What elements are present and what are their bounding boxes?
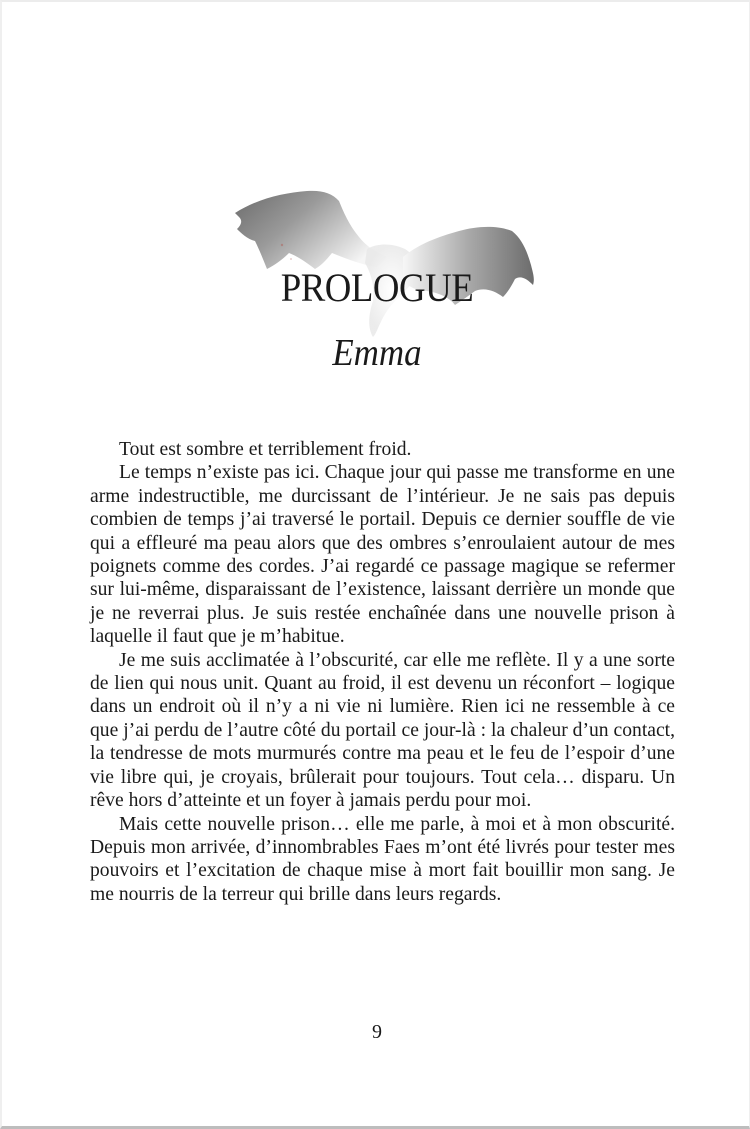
dragon-silhouette-icon bbox=[227, 187, 537, 337]
chapter-title: PROLOGUE bbox=[280, 265, 474, 310]
chapter-subtitle: Emma bbox=[332, 332, 422, 374]
paragraph: Je me suis acclimatée à l’obscurité, car elle me reflète. Il y a une sorte de lien qui nous unit. Quant au froid, il est devenu un réconfort – logique dans un endroit où il n’y a ni vie ni lumière. Rien ici ne ressemble à ce que j’ai perdu de l’autre côté du portail ce jour-là : la chaleur d’un contact, la tendresse de mots murmurés contre ma peau et le feu de l’espoir d’une vie libre qui, je croyais, brûlerait pour toujours. Tout cela… disparu. Un rêve hors d’atteinte et un foyer à jamais perdu pour moi. bbox=[90, 649, 675, 812]
paragraph: Mais cette nouvelle prison… elle me parle, à moi et à mon obscurité. Depuis mon arrivée, d’innombrables Faes m’ont été livrés pour tester mes pouvoirs et l’excitation de chaque mise à mort fait bouillir mon sang. Je me nourris de la terreur qui brille dans leurs regards. bbox=[90, 813, 675, 905]
page-number: 9 bbox=[372, 1021, 382, 1043]
chapter-body bbox=[90, 438, 675, 906]
paragraph: Le temps n’existe pas ici. Chaque jour qui passe me transforme en une arme indestructible, me durcissant de l’intérieur. Je ne sais pas depuis combien de temps j’ai traversé le portail. Depuis ce dernier souffle de vie qui a effleuré ma peau alors que des ombres s’enroulaient autour de mes poignets comme des cordes. J’ai regardé ce passage magique se refermer sur lui-même, disparaissant de l’existence, laissant derrière un monde que je ne reverrai plus. Je suis restée enchaînée dans une nouvelle prison à laquelle il faut que je m’habitue. bbox=[90, 462, 675, 648]
paragraph: Tout est sombre et terriblement froid. bbox=[119, 439, 412, 460]
